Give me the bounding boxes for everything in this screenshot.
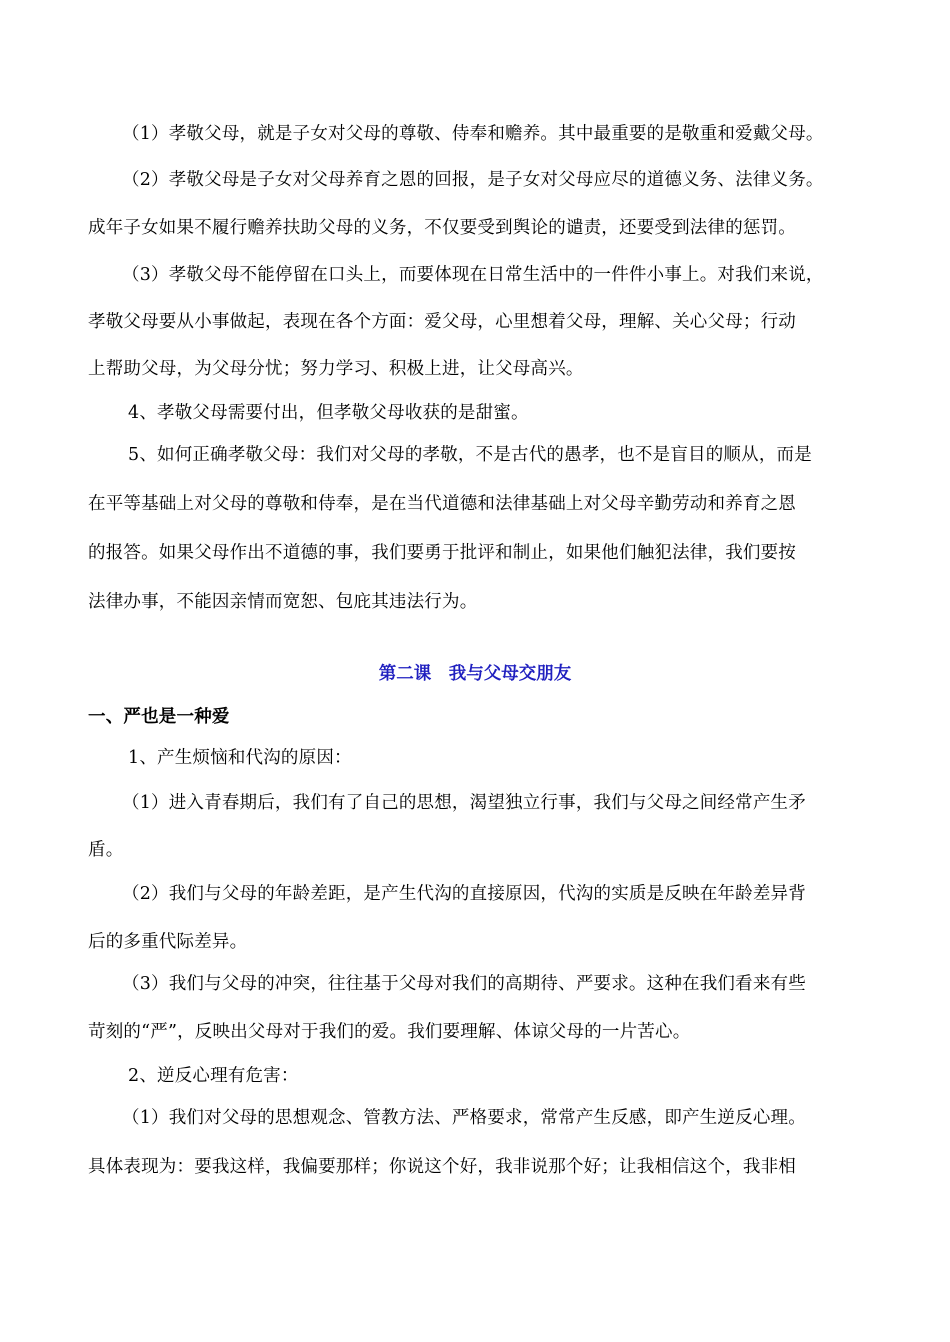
item-1b-line-2: 后的多重代际差异。 [88, 932, 248, 952]
paragraph-2-line-2: 成年子女如果不履行赡养扶助父母的义务，不仅要受到舆论的谴责，还要受到法律的惩罚。 [88, 218, 796, 238]
item-2a-line-1: （1）我们对父母的思想观念、管教方法、严格要求，常常产生反感，即产生逆反心理。 [122, 1108, 806, 1128]
paragraph-2-line-1: （2）孝敬父母是子女对父母养育之恩的回报，是子女对父母应尽的道德义务、法律义务。 [122, 170, 824, 190]
paragraph-5-line-2: 在平等基础上对父母的尊敬和侍奉，是在当代道德和法律基础上对父母辛勤劳动和养育之恩 [88, 494, 796, 514]
paragraph-5-line-3: 的报答。如果父母作出不道德的事，我们要勇于批评和制止，如果他们触犯法律，我们要按 [88, 543, 796, 563]
item-2-heading: 2、逆反心理有危害： [128, 1066, 299, 1086]
paragraph-4: 4、孝敬父母需要付出，但孝敬父母收获的是甜蜜。 [128, 403, 529, 423]
paragraph-3-line-1: （3）孝敬父母不能停留在口头上，而要体现在日常生活中的一件件小事上。对我们来说， [122, 265, 824, 285]
paragraph-3-line-3: 上帮助父母，为父母分忧；努力学习、积极上进，让父母高兴。 [88, 359, 584, 379]
section-heading: 一、严也是一种爱 [88, 707, 230, 727]
item-1c-line-2: 苛刻的“严”，反映出父母对于我们的爱。我们要理解、体谅父母的一片苦心。 [88, 1022, 691, 1042]
paragraph-5-line-1: 5、如何正确孝敬父母：我们对父母的孝敬，不是古代的愚孝，也不是盲目的顺从，而是 [128, 445, 812, 465]
item-2a-line-2: 具体表现为：要我这样，我偏要那样；你说这个好，我非说那个好；让我相信这个，我非相 [88, 1157, 796, 1177]
paragraph-5-line-4: 法律办事，不能因亲情而宽恕、包庇其违法行为。 [88, 592, 478, 612]
item-1b-line-1: （2）我们与父母的年龄差距，是产生代沟的直接原因，代沟的实质是反映在年龄差异背 [122, 884, 806, 904]
item-1c-line-1: （3）我们与父母的冲突，往往基于父母对我们的高期待、严要求。这种在我们看来有些 [122, 974, 806, 994]
paragraph-3-line-2: 孝敬父母要从小事做起，表现在各个方面：爱父母，心里想着父母，理解、关心父母；行动 [88, 312, 796, 332]
item-1a-line-1: （1）进入青春期后，我们有了自己的思想，渴望独立行事，我们与父母之间经常产生矛 [122, 793, 806, 813]
paragraph-1: （1）孝敬父母，就是子女对父母的尊敬、侍奉和赡养。其中最重要的是敬重和爱戴父母。 [122, 124, 824, 144]
lesson-title: 第二课 我与父母交朋友 [378, 664, 572, 684]
item-1-heading: 1、产生烦恼和代沟的原因： [128, 748, 352, 768]
item-1a-line-2: 盾。 [88, 840, 124, 860]
